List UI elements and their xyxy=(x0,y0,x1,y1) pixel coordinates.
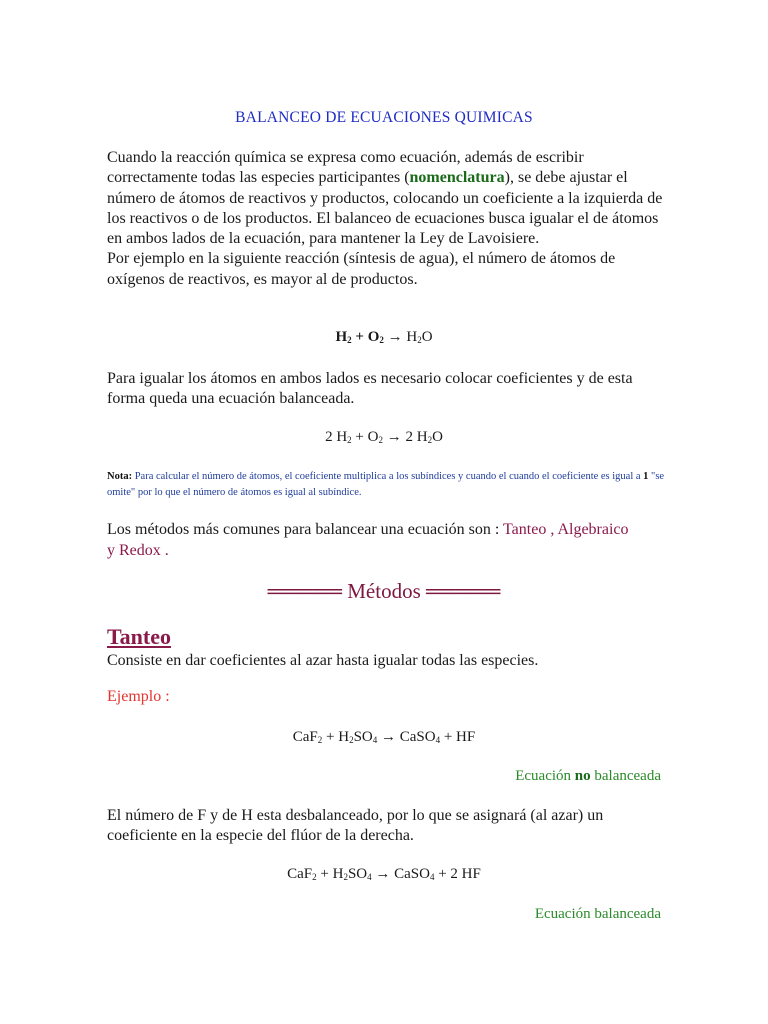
page-title: BALANCEO DE ECUACIONES QUIMICAS xyxy=(235,109,533,126)
eq3-arrow: → CaSO xyxy=(377,729,436,745)
eq4-sub-h: 2 xyxy=(343,872,348,882)
eq4-arrow: → CaSO xyxy=(371,866,430,882)
methods-intro xyxy=(107,519,667,561)
eq4-sub-2: 2 xyxy=(312,872,317,882)
intro-text-1: Cuando la reacción química se expresa como ecuación, además de escribir correctamente todas las especies participantes ( xyxy=(107,149,584,187)
eq3-hf: + HF xyxy=(440,729,476,745)
note-label: Nota: xyxy=(107,471,133,482)
eq1-product-o: O xyxy=(421,329,433,345)
eq1-arrow: → xyxy=(383,329,407,345)
ejemplo-label: Ejemplo : xyxy=(107,688,170,705)
eq3-so: SO xyxy=(353,729,373,745)
tanteo-explanation: El número de F y de H esta desbalanceado, por lo que se asignará (al azar) un coeficiente en la especie del flúor de la derecha. xyxy=(107,807,604,845)
eq4-so: SO xyxy=(347,866,368,882)
balanced-label: Ecuación balanceada xyxy=(534,906,661,922)
eq4-product-sub-4: 4 xyxy=(429,872,435,882)
eq1-product-sub: 2 xyxy=(417,335,422,345)
intro-paragraph xyxy=(107,148,667,290)
note-one: 1 xyxy=(643,471,649,482)
not-balanced-label xyxy=(515,768,661,785)
method-algebraico-link[interactable]: Algebraico xyxy=(557,521,629,538)
note-text-2: "se omite" por lo que el número de átomos es igual al subíndice. xyxy=(107,471,665,498)
tanteo-description: Consiste en dar coeficientes al azar hasta igualar todas las especies. xyxy=(107,652,539,669)
note xyxy=(107,469,667,501)
equation-balanced-water xyxy=(0,429,768,446)
eq3-sub-4: 4 xyxy=(372,735,378,745)
eq2-sub-o: 2 xyxy=(378,435,383,445)
eq2-sub-h: 2 xyxy=(347,435,352,445)
methods-heading: ═════ Métodos ═════ xyxy=(267,579,501,603)
not-balanced-pre: Ecuación xyxy=(515,768,575,784)
method-tanteo-link[interactable]: Tanteo xyxy=(503,521,547,538)
eq4-h: + H xyxy=(316,866,344,882)
eq3-sub-h: 2 xyxy=(349,735,354,745)
eq1-sub-o: 2 xyxy=(379,335,384,345)
eq1-plus: + xyxy=(351,329,368,345)
note-text-1: Para calcular el número de átomos, el coeficiente multiplica a los subíndices y cuando el cuando el coeficiente es igual a xyxy=(132,471,644,482)
nomenclatura-term: nomenclatura xyxy=(409,169,505,187)
tanteo-heading: Tanteo xyxy=(107,624,171,649)
not-balanced-post: balanceada xyxy=(590,768,661,784)
eq1-h: H xyxy=(335,329,348,345)
eq2-product-sub: 2 xyxy=(427,435,433,445)
eq1-sub: 2 xyxy=(347,335,352,345)
intro-example-text: Por ejemplo en la siguiente reacción (síntesis de agua), el número de átomos de oxígenos de reactivos, es mayor al de productos. xyxy=(107,250,616,288)
eq2-arrow: → 2 H xyxy=(382,429,428,445)
eq3-sub-2: 2 xyxy=(317,735,323,745)
methods-separator: , xyxy=(546,521,558,538)
method-redox-link[interactable]: y Redox xyxy=(107,542,161,559)
eq4-caf: CaF xyxy=(287,866,313,882)
equation-caf2-unbalanced xyxy=(0,729,768,746)
equation-unbalanced-water xyxy=(0,329,768,346)
balance-paragraph: Para igualar los átomos en ambos lados es necesario colocar coeficientes y de esta forma queda una ecuación balanceada. xyxy=(107,370,633,408)
eq1-product-h: H xyxy=(406,329,418,345)
eq2-h: 2 H xyxy=(325,429,348,445)
eq2-product-o: O xyxy=(432,429,443,445)
eq3-h: + H xyxy=(322,729,350,745)
eq4-sub-4: 4 xyxy=(367,872,372,882)
eq3-caf: CaF xyxy=(292,729,318,745)
equation-caf2-balanced xyxy=(0,866,768,883)
eq2-o: + O xyxy=(351,429,379,445)
intro-text-2: ), se debe ajustar el número de átomos de reactivos y productos, colocando un coeficiente a la izquierda de los reactivos o de los productos. El balanceo de ecuaciones busca igualar el de átomos en ambos lados de la ecuación, para mantener la Ley de Lavoisiere. xyxy=(107,169,663,248)
eq1-o: O xyxy=(367,329,380,345)
not-balanced-no: no xyxy=(574,768,591,784)
eq4-hf: + 2 HF xyxy=(434,866,481,882)
methods-intro-text: Los métodos más comunes para balancear una ecuación son : xyxy=(107,521,504,538)
methods-end: . xyxy=(160,542,169,559)
eq3-product-sub-4: 4 xyxy=(435,735,441,745)
